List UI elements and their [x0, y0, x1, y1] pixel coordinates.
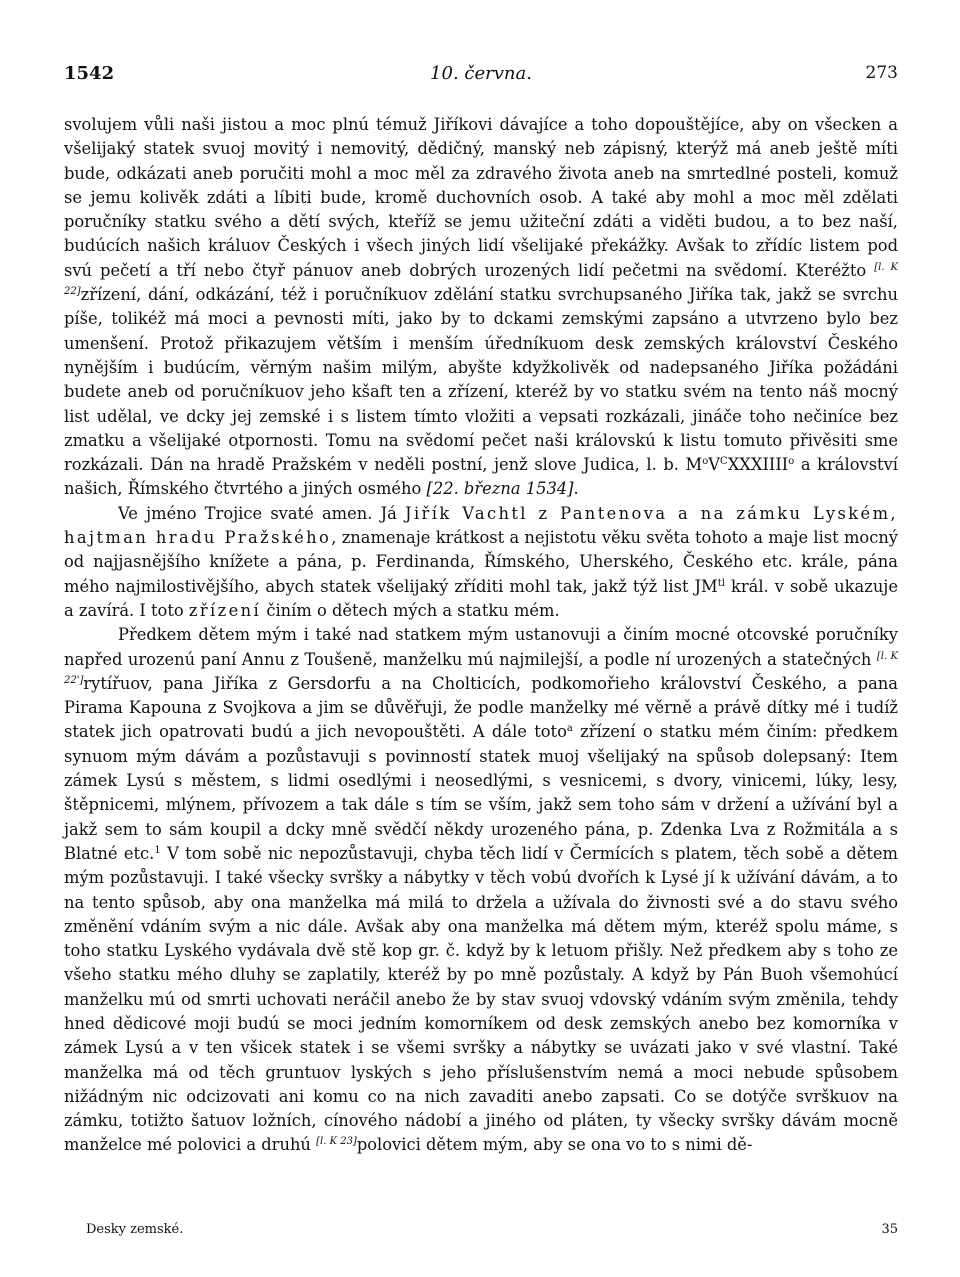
superscript: tl	[717, 577, 725, 589]
text-run: polovici dětem mým, aby se ona vo to s nimi dě-	[356, 1135, 753, 1155]
text-run: rytířuov, pana Jiříka z Gersdorfu a na Cholticích, podkomořieho království Českého, a pana Pirama Kapouna z Svojkova a jim se důvěřuji, že podle manželky mé věrně a právě dítky mé i tudíž statek jich opatrovati budú a jich nevopouštěti. A dále toto	[64, 673, 898, 742]
text-run: V	[708, 455, 721, 475]
text-run: a království našich, Římského čtvrtého a jiných osmého	[64, 455, 898, 499]
text-run: XXXIIII	[727, 455, 789, 475]
paragraph-1	[64, 113, 898, 502]
text-run: Ve jméno Trojice svaté amen. Já	[118, 503, 406, 523]
folio-reference: [l. K 22]	[64, 261, 898, 298]
editorial-date-note: [22. března 1534]	[426, 479, 574, 499]
footnote-marker: 1	[154, 844, 161, 856]
text-run: , znamenaje krátkost a nejistotu věku světa tohoto a maje list mocný od najjasnějšího knížete a pána, p. Ferdinanda, Římského, Uherského, Českého etc. krále, pána mého najmilostivějšího, abych statek všelijaký zříditi mohl tak, jakž týž list JM	[64, 528, 899, 596]
footer-signature: Desky zemské.	[86, 1222, 184, 1237]
folio-reference: [l. K 22']	[64, 650, 898, 686]
text-run: král. v sobě ukazuje a zavírá. I toto	[64, 576, 898, 620]
spaced-word: zřízení	[188, 600, 262, 620]
superscript: o	[788, 456, 795, 468]
sheet-number: 35	[881, 1222, 898, 1237]
note-superscript: a	[566, 723, 573, 735]
paragraph-2	[64, 502, 898, 623]
paragraph-3	[64, 623, 898, 1158]
text-run: zřízení, dání, odkázání, též i poručníkuov zdělání statku svrchupsaného Jiříka tak, jakž se svrchu píše, tolikéž má moci a pevnosti míti, jako by to dckami zemskými zapsáno a utvrzeno bylo bez umenšení. Protož přikazujem větším i menším úředníkuom desk zemských království Českého nynějším i budúcím, věrným našim milým, abyšte kdyžkolivěk od nadepsaného Jiříka požádáni budete aneb od poručníkuov jeho kšaft ten a zřízení, kteréž by vo statku svém na tento náš mocný list udělal, ve dcky jej zemské i s listem tímto vložiti a vepsati rozkázali, jináče toho nečiníce bez zmatku a všelijaké otpornosti. Tomu na svědomí pečet naši královskú k listu tomuto přivěsiti sme rozkázali. Dán na hradě Pražském v neděli postní, jenž slove Judica, l. b. M	[64, 285, 898, 475]
page-footer	[86, 1222, 898, 1242]
text-run: .	[573, 479, 579, 499]
header-year: 1542	[64, 63, 115, 84]
text-run: činím o dětech mých a statku mém.	[261, 600, 560, 620]
page-number: 273	[865, 63, 898, 83]
spaced-name: Jiřík Vachtl z Pantenova a na zámku Lyském, hajtman hradu Pražského	[64, 503, 898, 548]
text-run: svolujem vůli naši jistou a moc plnú témuž Jiříkovi dávajíce a toho dopouštějíce, aby on všecken a všelijaký statek svuoj movitý i nemovitý, dědičný, manský neb zápisný, kterýž má aneb ještě míti bude, odkázati aneb poručiti mohl a moc měl za zdravého života aneb na smrtedlné posteli, komuž se jemu kolivěk zdáti a líbiti bude, kromě duchovních osob. A také aby mohl a moc měl zdělati poručníky statku svého a dětí svých, kteříž se jemu užiteční zdáti a viděti budou, a to bez naší, budúcích našich králuov Českých i všech jiných lidí všelijaké překážky. Avšak to zřídíc listem pod svú pečetí a tří nebo čtyř pánuov aneb dobrých urozených lidí pečetmi na svědomí. Kteréžto	[64, 115, 898, 280]
running-header	[64, 63, 898, 87]
body-text	[64, 113, 898, 1158]
text-run: zřízení o statku mém činím: předkem synuom mým dávám a pozůstavuji s povinností statek muoj všelijaký na spůsob dolepsaný: Item zámek Lysú s městem, s lidmi osedlými i neosedlými, s vesnicemi, s dvory, vinicemi, lúky, lesy, štěpnicemi, mlýnem, přívozem a tak dále s tím se vším, jakž sem toho sám v držení a užívání byl a jakž sem to sám koupil a dcky mně svědčí někdy urozeného pána, p. Zdenka Lva z Rožmitála a s Blatné etc.	[64, 722, 899, 863]
superscript: o	[702, 456, 709, 468]
header-date: 10. června.	[430, 63, 532, 84]
text-run: V tom sobě nic nepozůstavuji, chyba těch lidí v Čermících s platem, těch sobě a dětem mým pozůstavuji. I také všecky svršky a nábytky v těch vobú dvořích k Lysé jí k užívání dávám, a to na tento spůsob, aby ona manželka má milá to držela a užívala do živnosti své a do stavu svého změnění vdáním svým a nic dále. Avšak aby ona manželka má dětem mým, kteréž spolu máme, s toho statku Lyského vydávala dvě stě kop gr. č. když by k letuom přišly. Než předkem aby s toho ze všeho statku mého dluhy se zaplatily, kteréž by po mně pozůstaly. A když by Pán Buoh všemohúcí manželku mú od smrti uchovati neráčil anebo že by stav svuoj vdovský vdáním svým změnila, tehdy hned dědicové moji budú se moci jedním komorníkem od desk zemských anebo bez komorníka v zámek Lysú a v ten všicek statek i se všemi svršky a nábytky se uvázati jako v své vlastní. Také manželka má od těch gruntuov lyských s jeho příslušenstvím nemá a moci nebude spůsobem nižádným nic odcizovati ani komu co na nich zavaditi anebo zapsati. Co se dotýče svrškuov na zámku, totižto šatuov ložních, cínového nádobí a jiného od pláten, ty všecky svršky dávám mocně manželce mé polovici a druhú	[64, 843, 898, 1155]
superscript: C	[720, 456, 728, 468]
folio-reference: [l. K 23]	[316, 1136, 357, 1148]
text-run: Předkem dětem mým i také nad statkem mým ustanovuji a činím mocné otcovské poručníky napřed urozenú paní Annu z Toušeně, manželku mú najmilejší, a podle ní urozených a statečných	[64, 625, 898, 669]
